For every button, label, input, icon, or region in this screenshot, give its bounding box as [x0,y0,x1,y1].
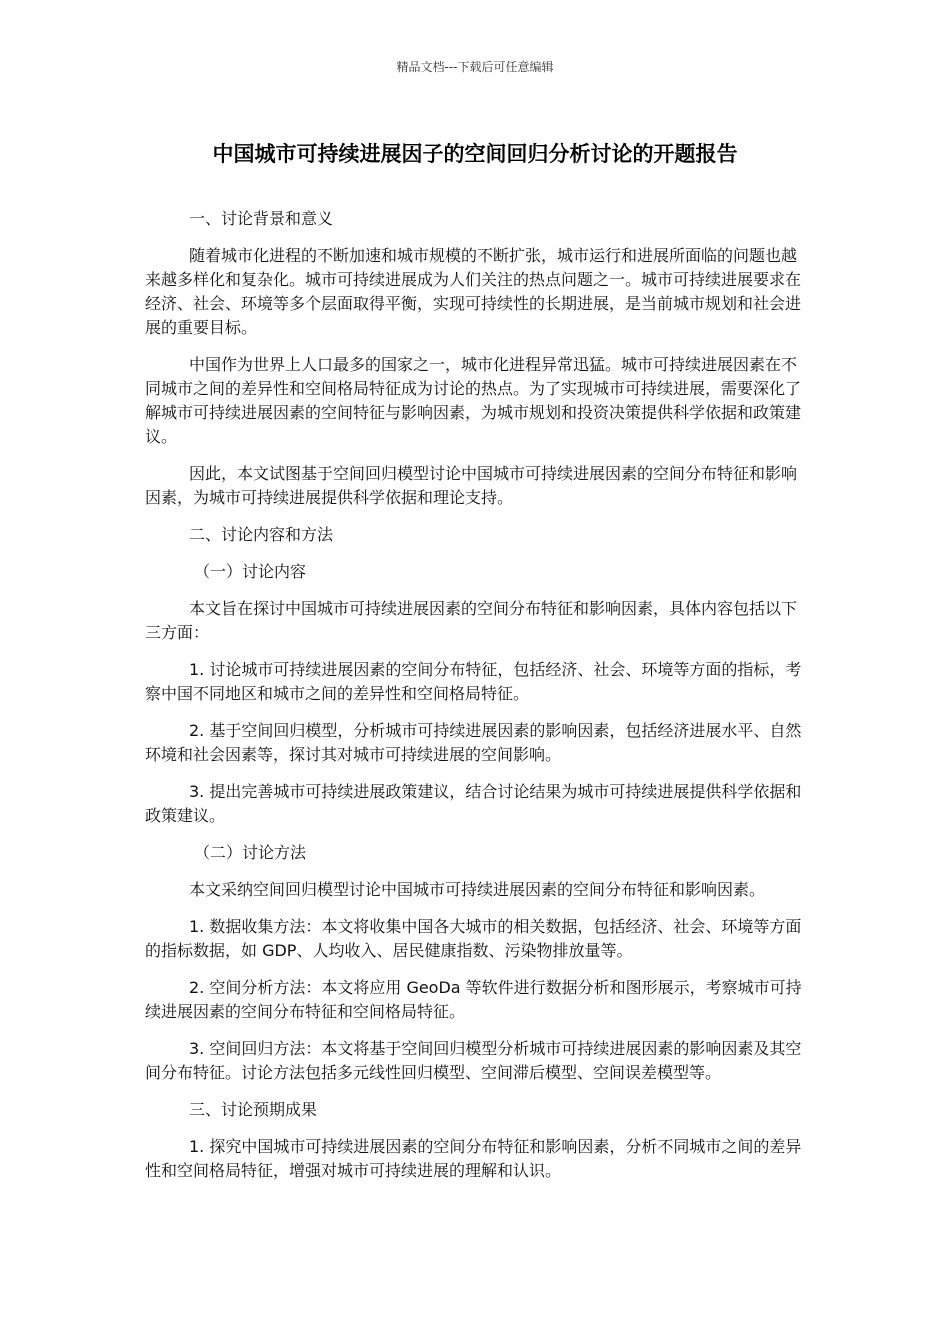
list-item: 1. 数据收集方法：本文将收集中国各大城市的相关数据，包括经济、社会、环境等方面的指标数据，如 GDP、人均收入、居民健康指数、污染物排放量等。 [145,917,802,960]
body-paragraph: 随着城市化进程的不断加速和城市规模的不断扩张，城市运行和进展所面临的问题也越来越多样化和复杂化。城市可持续进展成为人们关注的热点问题之一。城市可持续进展要求在经济、社会、环境等多个层面取得平衡，实现可持续性的长期进展，是当前城市规划和社会进展的重要目标。 [145,246,802,337]
body-paragraph: 本文旨在探讨中国城市可持续进展因素的空间分布特征和影响因素，具体内容包括以下三方面： [145,599,798,642]
list-item: 3. 空间回归方法：本文将基于空间回归模型分析城市可持续进展因素的影响因素及其空间分布特征。讨论方法包括多元线性回归模型、空间滞后模型、空间误差模型等。 [145,1039,802,1082]
body-paragraph: 本文采纳空间回归模型讨论中国城市可持续进展因素的空间分布特征和影响因素。 [189,880,766,899]
subsection-heading-content: （一）讨论内容 [194,562,307,581]
section-heading-expected-results: 三、讨论预期成果 [189,1100,318,1119]
subsection-heading-methods: （二）讨论方法 [194,843,307,862]
header-note: 精品文档---下载后可任意编辑 [396,60,554,74]
list-item: 2. 基于空间回归模型，分析城市可持续进展因素的影响因素，包括经济进展水平、自然环境和社会因素等，探讨其对城市可持续进展的空间影响。 [145,721,802,764]
document-body [145,207,811,1196]
list-item: 1. 探究中国城市可持续进展因素的空间分布特征和影响因素，分析不同城市之间的差异性和空间格局特征，增强对城市可持续进展的理解和认识。 [145,1137,802,1180]
section-heading-content-methods: 二、讨论内容和方法 [189,525,334,544]
body-paragraph: 中国作为世界上人口最多的国家之一，城市化进程异常迅猛。城市可持续进展因素在不同城市之间的差异性和空间格局特征成为讨论的热点。为了实现城市可持续进展，需要深化了解城市可持续进展因素的空间特征与影响因素，为城市规划和投资决策提供科学依据和政策建议。 [145,355,802,446]
list-item: 2. 空间分析方法：本文将应用 GeoDa 等软件进行数据分析和图形展示，考察城市可持续进展因素的空间分布特征和空间格局特征。 [145,978,802,1021]
section-heading-background: 一、讨论背景和意义 [189,209,334,228]
document-title: 中国城市可持续进展因子的空间回归分析讨论的开题报告 [212,142,738,166]
list-item: 3. 提出完善城市可持续进展政策建议，结合讨论结果为城市可持续进展提供科学依据和政策建议。 [145,782,802,825]
list-item: 1. 讨论城市可持续进展因素的空间分布特征，包括经济、社会、环境等方面的指标，考察中国不同地区和城市之间的差异性和空间格局特征。 [145,660,802,703]
body-paragraph: 因此，本文试图基于空间回归模型讨论中国城市可持续进展因素的空间分布特征和影响因素，为城市可持续进展提供科学依据和理论支持。 [145,464,798,507]
